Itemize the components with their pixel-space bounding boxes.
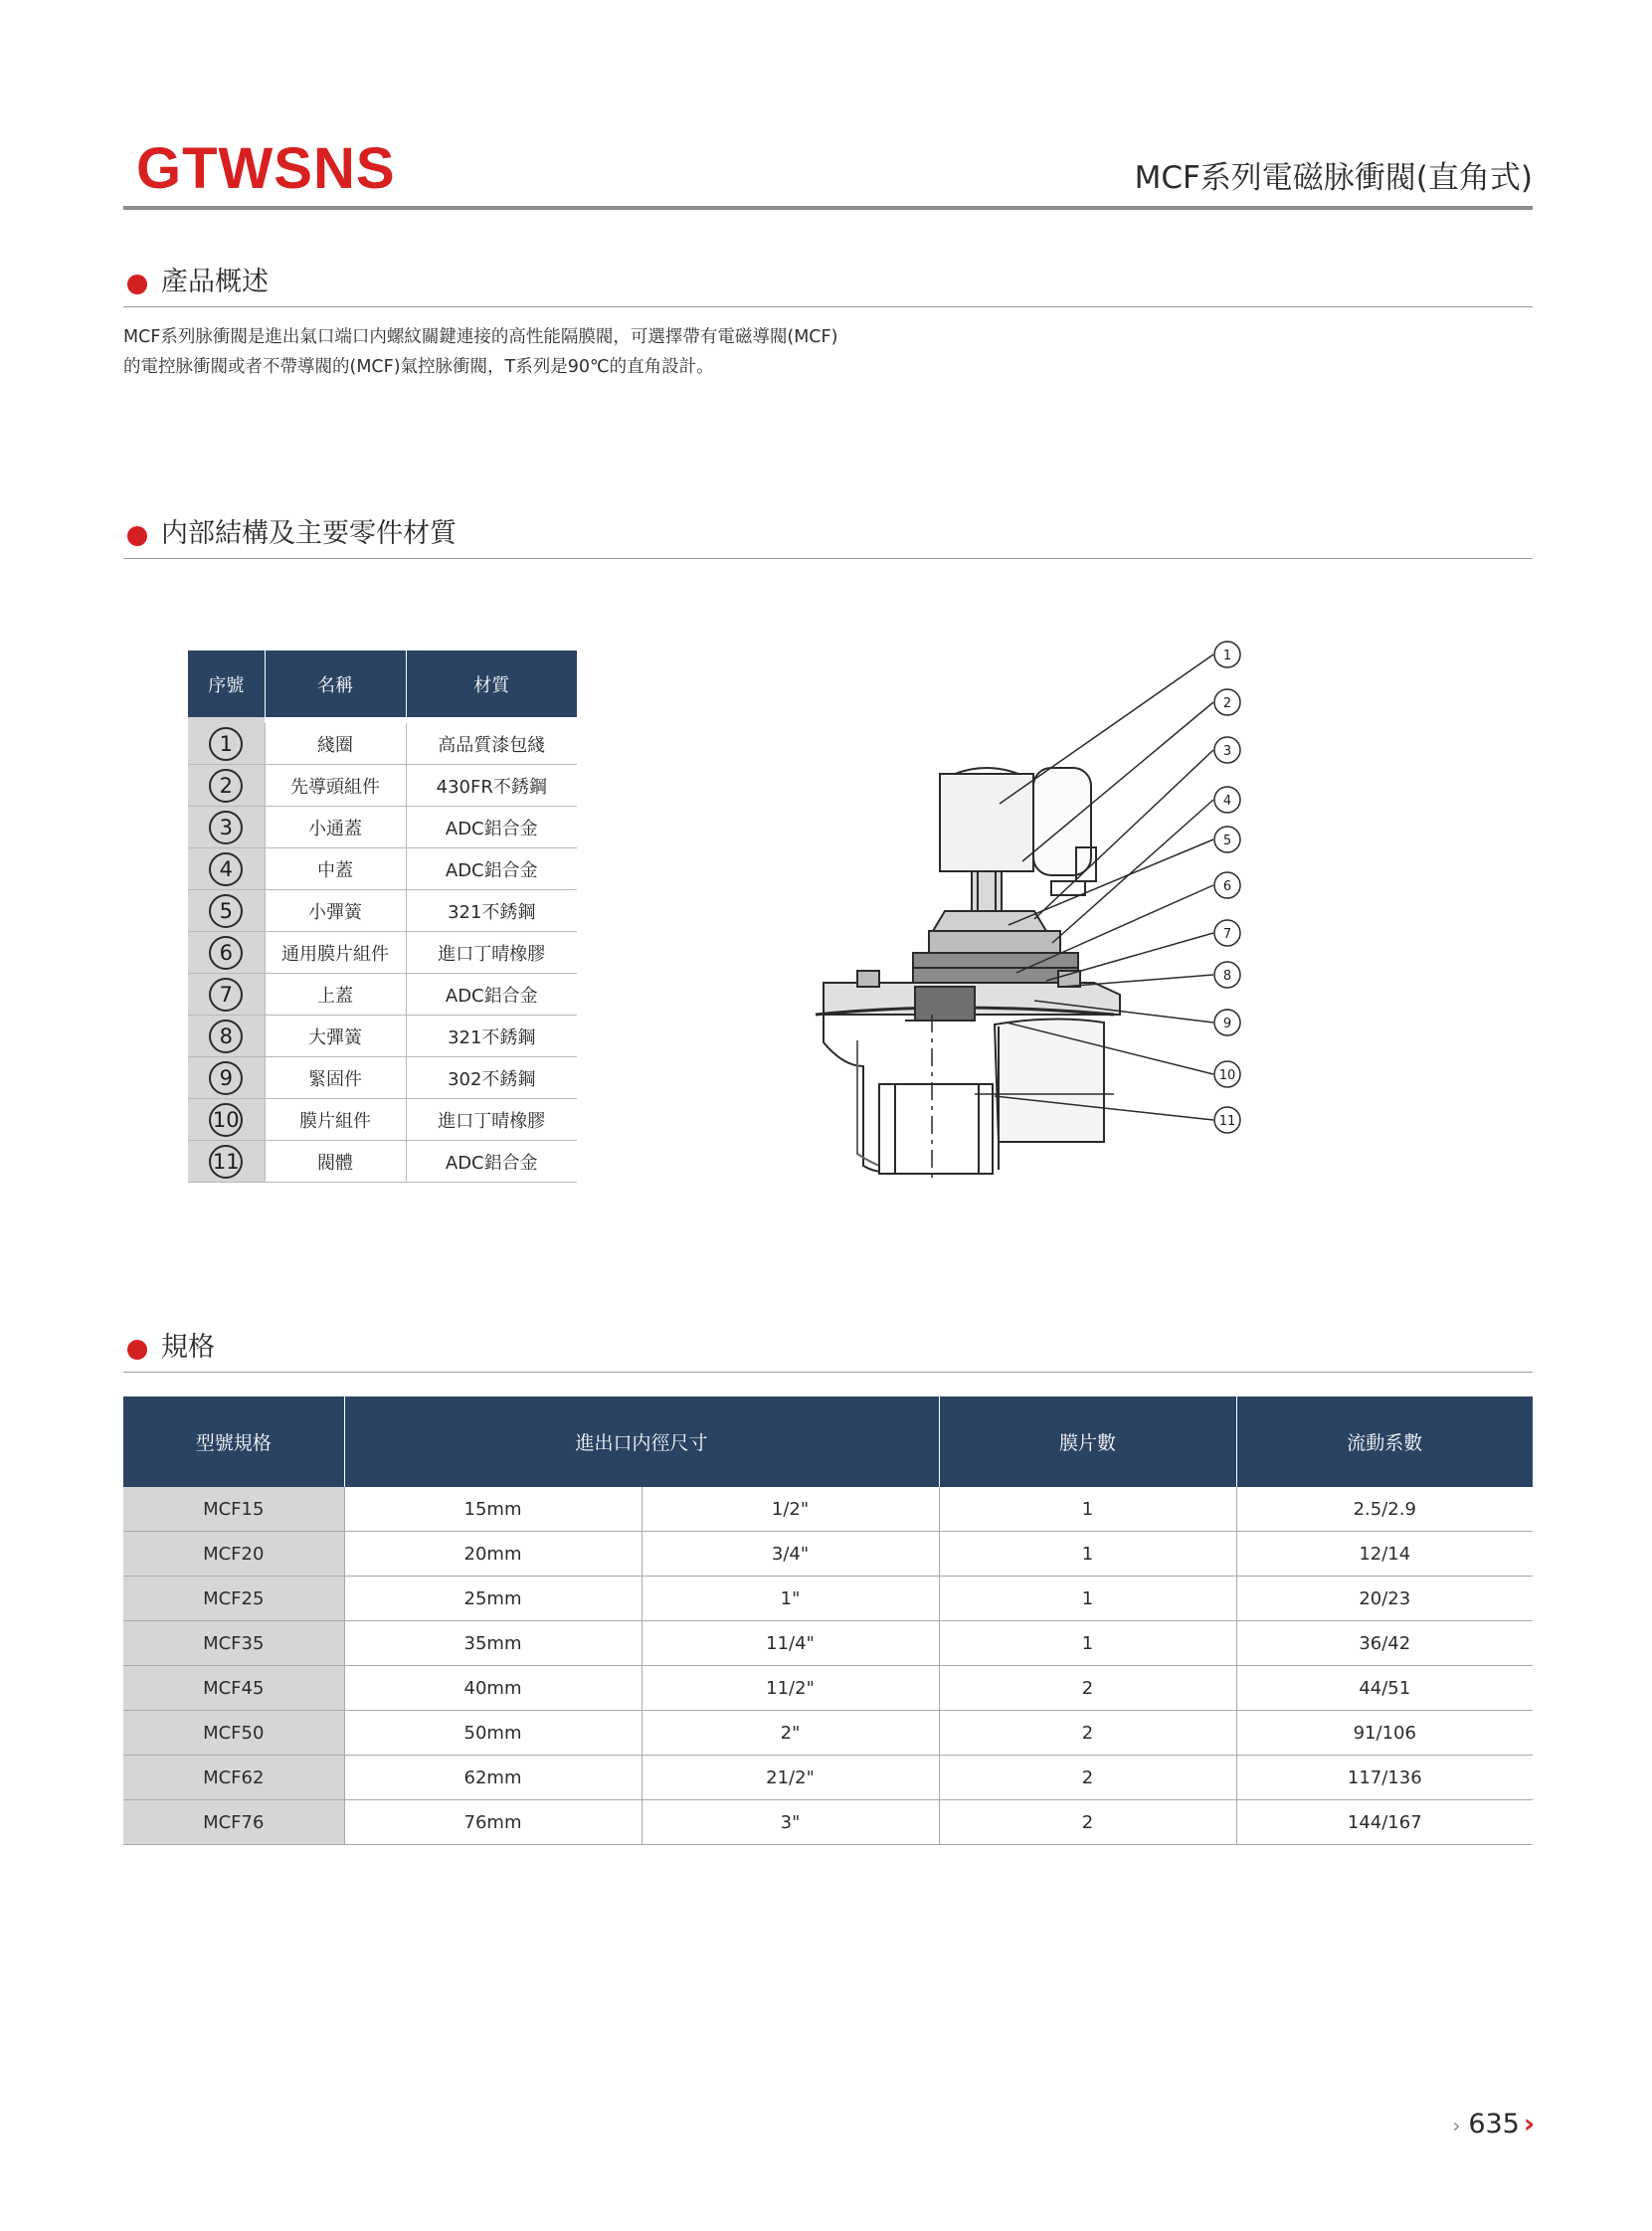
pilot-stem bbox=[972, 871, 1002, 911]
callout-number: 5 bbox=[1222, 834, 1232, 848]
spec-diaphragms: 2 bbox=[939, 1756, 1236, 1800]
part-material: 430FR不銹鋼 bbox=[406, 765, 577, 807]
spec-row bbox=[123, 1800, 1533, 1845]
spec-flow: 20/23 bbox=[1236, 1577, 1533, 1621]
parts-row bbox=[188, 765, 577, 807]
overview-heading-text: 產品概述 bbox=[161, 267, 269, 297]
structure-divider bbox=[123, 558, 1533, 559]
page-title: MCF系列電磁脉衝閥(直角式) bbox=[1134, 160, 1533, 196]
bolt-right bbox=[1058, 971, 1080, 987]
parts-row bbox=[188, 1141, 577, 1183]
spec-table bbox=[123, 1396, 1533, 1845]
callout-number: 10 bbox=[1218, 1068, 1236, 1083]
spec-row bbox=[123, 1711, 1533, 1756]
parts-header-no: 序號 bbox=[188, 651, 265, 717]
part-number-badge: 11 bbox=[209, 1145, 243, 1179]
spec-model: MCF15 bbox=[123, 1487, 344, 1532]
spec-divider bbox=[123, 1372, 1533, 1373]
part-material: ADC鋁合金 bbox=[406, 1141, 577, 1183]
spec-flow: 91/106 bbox=[1236, 1711, 1533, 1756]
spec-row bbox=[123, 1756, 1533, 1800]
spec-size-mm: 50mm bbox=[344, 1711, 642, 1756]
part-name: 小通蓋 bbox=[265, 807, 406, 848]
part-name: 大彈簧 bbox=[265, 1016, 406, 1057]
spec-model: MCF20 bbox=[123, 1532, 344, 1577]
part-name: 綫圈 bbox=[265, 723, 406, 765]
spec-diaphragms: 1 bbox=[939, 1487, 1236, 1532]
spec-header-size: 進出口内徑尺寸 bbox=[344, 1396, 939, 1487]
spec-diaphragms: 1 bbox=[939, 1532, 1236, 1577]
body-right bbox=[995, 1019, 1104, 1142]
part-name: 閥體 bbox=[265, 1141, 406, 1183]
spec-size-mm: 62mm bbox=[344, 1756, 642, 1800]
part-number-badge: 7 bbox=[209, 978, 243, 1012]
overview-line-2: 的電控脉衝閥或者不帶導閥的(MCF)氣控脉衝閥，T系列是90℃的直角設計。 bbox=[123, 357, 714, 377]
part-material: 302不銹鋼 bbox=[406, 1057, 577, 1099]
middle-cover bbox=[929, 931, 1060, 953]
spec-size-inch: 11/4" bbox=[642, 1621, 939, 1666]
spec-row bbox=[123, 1577, 1533, 1621]
bullet-icon bbox=[127, 1340, 147, 1360]
part-material: ADC鋁合金 bbox=[406, 848, 577, 890]
spec-header-diaphragms: 膜片數 bbox=[939, 1396, 1236, 1487]
callout-number: 3 bbox=[1222, 744, 1232, 759]
callout-number: 8 bbox=[1222, 969, 1232, 984]
parts-row bbox=[188, 932, 577, 974]
bullet-icon bbox=[127, 526, 147, 546]
part-material: 進口丁晴橡膠 bbox=[406, 932, 577, 974]
spec-row bbox=[123, 1666, 1533, 1711]
spec-model: MCF45 bbox=[123, 1666, 344, 1711]
bolt-left bbox=[857, 971, 879, 987]
bullet-icon bbox=[127, 275, 147, 294]
diaphragm-core bbox=[915, 987, 975, 1021]
spec-size-mm: 15mm bbox=[344, 1487, 642, 1532]
part-name: 小彈簧 bbox=[265, 890, 406, 932]
part-name: 中蓋 bbox=[265, 848, 406, 890]
parts-row bbox=[188, 848, 577, 890]
spec-diaphragms: 1 bbox=[939, 1621, 1236, 1666]
callout-number: 2 bbox=[1222, 696, 1232, 711]
callout-leader-line bbox=[1062, 975, 1213, 987]
part-material: 高品質漆包綫 bbox=[406, 723, 577, 765]
brand-logo: GTWSNS bbox=[136, 136, 396, 201]
structure-heading-text: 内部結構及主要零件材質 bbox=[161, 518, 457, 549]
spec-header-model: 型號規格 bbox=[123, 1396, 344, 1487]
part-material: 321不銹鋼 bbox=[406, 1016, 577, 1057]
part-number-badge: 10 bbox=[209, 1103, 243, 1137]
part-material: ADC鋁合金 bbox=[406, 974, 577, 1016]
spec-row bbox=[123, 1532, 1533, 1577]
part-name: 膜片組件 bbox=[265, 1099, 406, 1141]
parts-row bbox=[188, 1099, 577, 1141]
spec-size-mm: 35mm bbox=[344, 1621, 642, 1666]
outlet-pipe bbox=[879, 1084, 993, 1174]
spec-size-mm: 40mm bbox=[344, 1666, 642, 1711]
part-name: 緊固件 bbox=[265, 1057, 406, 1099]
parts-row bbox=[188, 1016, 577, 1057]
chevron-right-icon: › bbox=[1523, 2109, 1535, 2139]
spec-size-mm: 20mm bbox=[344, 1532, 642, 1577]
page-number-text: 635 bbox=[1468, 2109, 1520, 2139]
spec-size-inch: 1" bbox=[642, 1577, 939, 1621]
part-number-badge: 8 bbox=[209, 1020, 243, 1053]
part-number-badge: 4 bbox=[209, 852, 243, 886]
part-name: 上蓋 bbox=[265, 974, 406, 1016]
coil-shape bbox=[940, 774, 1033, 871]
part-name: 通用膜片組件 bbox=[265, 932, 406, 974]
page-prefix-icon: › bbox=[1452, 2114, 1461, 2138]
parts-row bbox=[188, 1057, 577, 1099]
part-number-badge: 6 bbox=[209, 936, 243, 970]
spec-diaphragms: 2 bbox=[939, 1800, 1236, 1845]
connector-base bbox=[1051, 881, 1085, 895]
callout-number: 11 bbox=[1218, 1114, 1236, 1129]
connector-shape bbox=[1033, 768, 1091, 875]
spec-heading-text: 規格 bbox=[161, 1332, 215, 1363]
callout-number: 6 bbox=[1222, 879, 1232, 894]
part-material: 321不銹鋼 bbox=[406, 890, 577, 932]
spec-size-inch: 3/4" bbox=[642, 1532, 939, 1577]
spec-row bbox=[123, 1621, 1533, 1666]
spec-model: MCF35 bbox=[123, 1621, 344, 1666]
spec-flow: 2.5/2.9 bbox=[1236, 1487, 1533, 1532]
callout-number: 9 bbox=[1222, 1017, 1232, 1031]
spec-model: MCF50 bbox=[123, 1711, 344, 1756]
parts-header-material: 材質 bbox=[406, 651, 577, 717]
spec-flow: 144/167 bbox=[1236, 1800, 1533, 1845]
parts-header-name: 名稱 bbox=[265, 651, 406, 717]
part-number-badge: 1 bbox=[209, 727, 243, 761]
part-number-badge: 3 bbox=[209, 811, 243, 844]
spec-model: MCF76 bbox=[123, 1800, 344, 1845]
overview-text bbox=[123, 322, 999, 382]
part-number-badge: 2 bbox=[209, 769, 243, 803]
parts-table bbox=[188, 651, 577, 1183]
parts-row bbox=[188, 807, 577, 848]
spec-flow: 117/136 bbox=[1236, 1756, 1533, 1800]
part-number-badge: 5 bbox=[209, 894, 243, 928]
header-divider bbox=[123, 206, 1533, 210]
spec-model: MCF62 bbox=[123, 1756, 344, 1800]
spec-size-inch: 11/2" bbox=[642, 1666, 939, 1711]
parts-row bbox=[188, 974, 577, 1016]
spec-size-inch: 21/2" bbox=[642, 1756, 939, 1800]
part-material: 進口丁晴橡膠 bbox=[406, 1099, 577, 1141]
spec-size-mm: 25mm bbox=[344, 1577, 642, 1621]
part-name: 先導頭組件 bbox=[265, 765, 406, 807]
small-cover bbox=[933, 911, 1046, 931]
parts-row bbox=[188, 723, 577, 765]
spec-model: MCF25 bbox=[123, 1577, 344, 1621]
spec-diaphragms: 2 bbox=[939, 1666, 1236, 1711]
callout-number: 1 bbox=[1222, 649, 1232, 663]
page-number bbox=[1452, 2107, 1535, 2143]
callout-number: 7 bbox=[1222, 927, 1232, 942]
spec-size-inch: 3" bbox=[642, 1800, 939, 1845]
spec-size-inch: 1/2" bbox=[642, 1487, 939, 1532]
overview-line-1: MCF系列脉衝閥是進出氣口端口内螺紋關鍵連接的高性能隔膜閥，可選擇帶有電磁導閥(MCF) bbox=[123, 327, 838, 347]
spec-flow: 44/51 bbox=[1236, 1666, 1533, 1711]
spec-diaphragms: 1 bbox=[939, 1577, 1236, 1621]
part-number-badge: 9 bbox=[209, 1061, 243, 1095]
spec-size-inch: 2" bbox=[642, 1711, 939, 1756]
spec-size-mm: 76mm bbox=[344, 1800, 642, 1845]
callout-number: 4 bbox=[1222, 794, 1232, 809]
spec-diaphragms: 2 bbox=[939, 1711, 1236, 1756]
part-material: ADC鋁合金 bbox=[406, 807, 577, 848]
spec-row bbox=[123, 1487, 1533, 1532]
parts-row bbox=[188, 890, 577, 932]
spec-flow: 36/42 bbox=[1236, 1621, 1533, 1666]
spec-flow: 12/14 bbox=[1236, 1532, 1533, 1577]
spec-header-flow: 流動系數 bbox=[1236, 1396, 1533, 1487]
valve-cross-section-diagram bbox=[796, 627, 1293, 1184]
overview-divider bbox=[123, 306, 1533, 307]
